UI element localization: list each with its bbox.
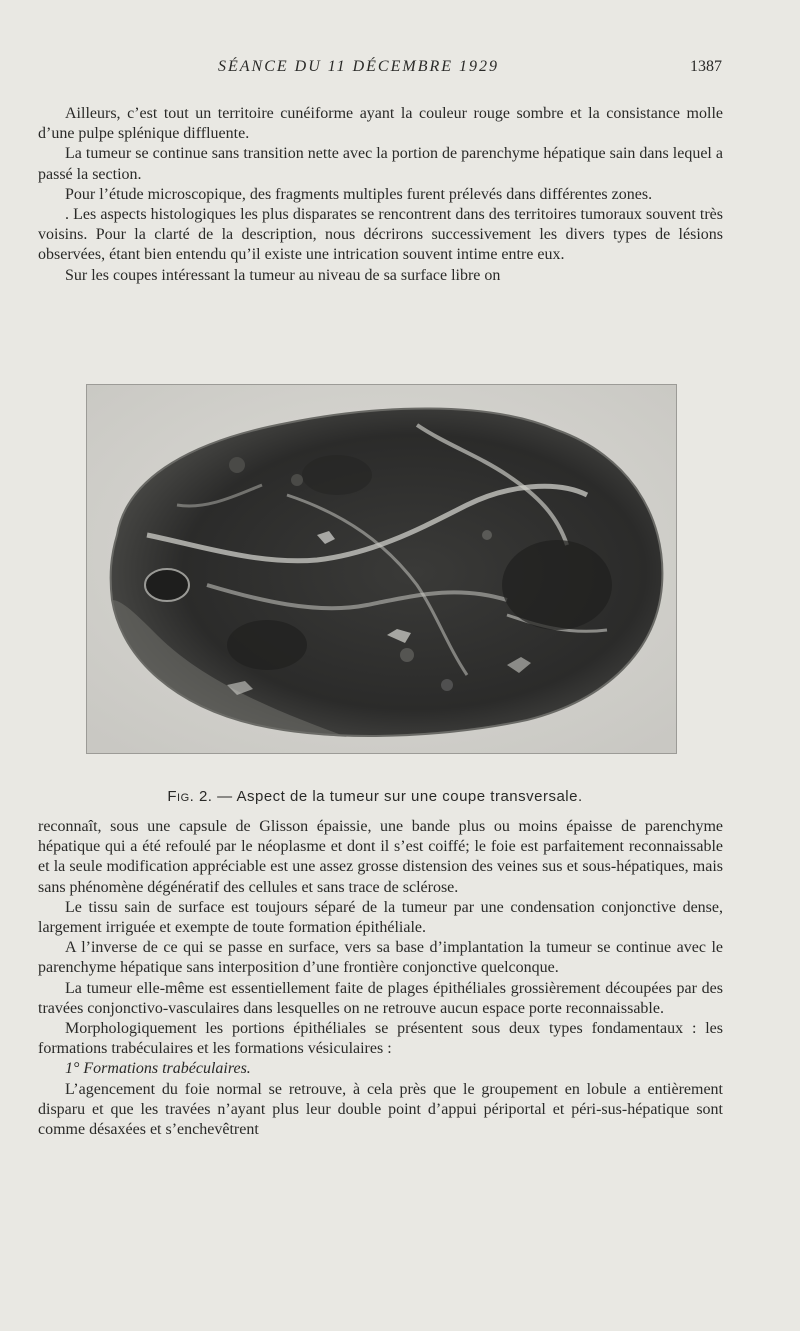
paragraph: La tumeur elle-même est essentiellement faite de plages épithéliales grossièrement découpées par des travées conjonctivo-vasculaires dans lesquelles on ne retrouve aucun espace porte reconnaissable. <box>38 979 723 1017</box>
tumor-photograph <box>86 384 677 754</box>
paragraph: Ailleurs, c’est tout un territoire cunéiforme ayant la couleur rouge sombre et la consistance molle d’une pulpe splénique diffluente. <box>38 105 723 143</box>
paragraph: Morphologiquement les portions épithéliales se présentent sous deux types fondamentaux : les formations trabéculaires et les formations vésiculaires : <box>38 1020 723 1058</box>
body-text-bottom <box>38 817 723 1140</box>
paragraph: Le tissu sain de surface est toujours séparé de la tumeur par une condensation conjonctive dense, largement irriguée et exempte de toute formation épithéliale. <box>38 898 723 937</box>
paragraph: reconnaît, sous une capsule de Glisson épaissie, une bande plus ou moins épaisse de parenchyme hépatique qui a été refoulé par le néoplasme et dont il s’est coiffé; le foie est parfaitement reconnaissable et la seule modification appréciable est une assez grosse distension des veines sus et sous-hépatiques, mais sans phénomène dégénératif des cellules et sans trace de sclérose. <box>38 818 723 896</box>
running-head: SÉANCE DU 11 DÉCEMBRE 1929 <box>218 58 500 75</box>
body-text-top <box>38 104 723 286</box>
paragraph: Pour l’étude microscopique, des fragments multiples furent prélevés dans différentes zones. <box>65 185 653 203</box>
page-header <box>0 58 800 82</box>
page-number: 1387 <box>690 58 722 75</box>
paragraph: L’agencement du foie normal se retrouve, à cela près que le groupement en lobule a entièrement disparu et que les travées n’ayant plus leur double point d’appui périportal et péri-sus-hépatique sont comme désaxées et s’enchevêtrent <box>38 1080 723 1139</box>
paragraph: A l’inverse de ce qui se passe en surface, vers sa base d’implantation la tumeur se continue avec le parenchyme hépatique sans interposition d’une frontière conjonctive quelconque. <box>38 939 723 977</box>
figure-caption-text: — Aspect de la tumeur sur une coupe transversale. <box>212 788 583 805</box>
section-heading: 1° Formations trabéculaires. <box>65 1060 251 1078</box>
paragraph: La tumeur se continue sans transition nette avec la portion de parenchyme hépatique sain dans lequel a passé la section. <box>38 145 723 183</box>
paragraph: Sur les coupes intéressant la tumeur au niveau de sa surface libre on <box>65 266 501 284</box>
tumor-specimen-image <box>87 385 676 753</box>
paragraph: . Les aspects histologiques les plus disparates se rencontrent dans des territoires tumoraux souvent très voisins. Pour la clarté de la description, nous décrirons successivement les divers types de lésions observées, étant bien entendu qu’il existe une intrication souvent intime entre eux. <box>38 206 723 264</box>
figure-label: Fig. 2. <box>167 788 213 805</box>
figure-caption <box>0 788 750 805</box>
